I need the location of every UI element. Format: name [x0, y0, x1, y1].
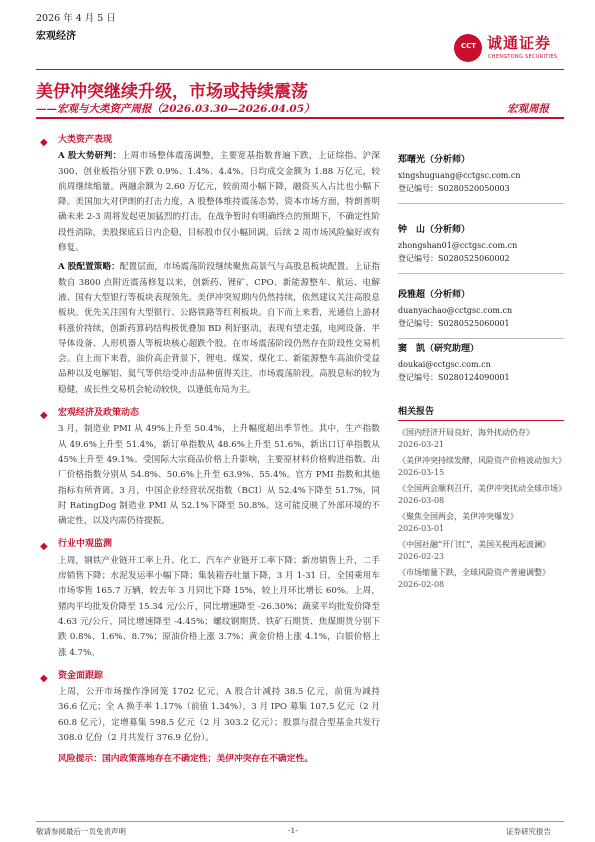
risk-warning: 风险提示：国内政策落地存在不确定性；美伊冲突存在不确定性。	[58, 754, 314, 765]
related-report-item[interactable]: 《聚焦全国两会，美伊冲突爆发》 2026-03-01	[398, 512, 518, 533]
logo-text-en: CHENGTONG SECURITIES	[488, 54, 558, 60]
report-title: 美伊冲突继续升级，市场或持续震荡	[36, 82, 308, 102]
logo-mark-icon: CCT	[454, 34, 482, 62]
analyst-name: 钟 山（分析师）	[398, 225, 471, 235]
analyst-reg: 登记编号：S0280520050003	[398, 184, 510, 193]
related-report-item[interactable]: 《国内经济开局良好，海外扰动仍存》 2026-03-21	[398, 428, 534, 449]
analyst-card	[398, 152, 564, 204]
report-subtitle: ——宏观与大类资产周报（2026.03.30—2026.04.05）	[36, 103, 315, 115]
analyst-card	[398, 287, 564, 339]
analyst-name: 郑曙光（分析师）	[398, 155, 471, 165]
paragraph: A 股大势研判：上周市场整体震荡调整，主要宽基指数普遍下跌，上证综指、沪深 300、创业板指分别下跌 0.9%、1.4%、4.4%。日均成交金额为 1.88 万亿元，较前周继续缩量。两融余额为 2.60 万亿元，较前周小幅下降，融资买入占比也小幅下降。美国加大对伊朗的打击力度，A 股整体维持震荡态势，资本市场方面，特朗普明确未来 2-3 周将发起更加猛烈的打击，在战争暂时有明确终点的预期下，不确定性阶段性消除，美股探底后日内企稳，目标股市仅小幅回调。后续 2 周市场风险偏好或有修复。	[58, 151, 380, 254]
logo-text-cn: 诚通证券	[487, 34, 552, 52]
divider	[398, 203, 564, 204]
analyst-card	[398, 222, 564, 274]
analyst-reg: 登记编号：S0280124090001	[398, 373, 510, 382]
company-logo	[454, 32, 564, 64]
section-heading: ◆ 宏观经济及政策动态	[40, 406, 380, 421]
analyst-reg: 登记编号：S0280525060001	[398, 319, 510, 328]
diamond-bullet-icon: ◆	[40, 410, 48, 422]
report-type: 宏观周报	[507, 103, 549, 115]
analyst-name: 段雅超（分析师）	[398, 290, 471, 300]
paragraph: 上周，公开市场操作净回笼 1702 亿元，A 股合计减持 38.5 亿元，前值为减持 36.6 亿元；全 A 换手率 1.17%（前值 1.34%），3 月 IPO 募集 107.5 亿元（2 月 60.8 亿元），定增募集 598.5 亿元（2 月 303.2 亿元）；股票与混合型基金共发行 308.0 亿份（2 月共发行 376.9 亿份）。	[58, 687, 380, 743]
paragraph: 3 月，制造业 PMI 从 49%上升至 50.4%，上升幅度超出季节性。其中，生产指数从 49.6%上升至 51.4%，新订单指数从 48.6%上升至 51.6%，新出口订单指数从 45%上升至 49.1%。受国际大宗商品价格上升影响，主要原材料价格购进指数、出厂价格指数分别从 54.8%、50.6%上升至 63.9%、55.4%。官方 PMI 指数和其他指标有所背离。3 月，中国企业经营状况指数（BCI）从 52.4%下降至 51.7%，同时 RatingDog 制造业 PMI 从 52.1%下降至 50.8%。这可能反映了外部环境的不确定性，以及内需仍待提振。	[58, 424, 380, 527]
paragraph: 上周，钢铁产业链开工率上升、化工、汽车产业链开工率下降；新房销售上升，二手房销售下降；水泥发运率小幅下降；集装箱吞吐量下降，3 月 1-31 日，全国乘用车市场零售 165.7 万辆，较去年 3 月同比下降 15%，较上月环比增长 60%。上周，猪肉平均批发价降至 15.34 元/公斤，同比增速降至 -26.30%；蔬菜平均批发价降至 4.63 元/公斤，同比增速降至 -4.45%；螺纹钢期货、铁矿石期货、焦煤期货分别下跌 0.8%、1.6%、8.7%；原油价格上涨 3.7%；黄金价格上涨 4.1%，白银价格上涨 4.7%。	[58, 555, 380, 658]
section-heading: ◆ 大类资产表现	[40, 133, 380, 148]
footer-divider	[36, 821, 564, 822]
page-number: -1-	[288, 826, 298, 835]
analyst-card	[398, 341, 564, 384]
paragraph: A 股配置策略：配置层面，市场震荡阶段继续聚焦高景气与高股息板块配置。上证指数自 3800 点附近震荡修复以来，创新药、锂矿、CPO、新能源整车、航运、电解液、国有大型银行等板块表现领先。美伊冲突短期内仍然持续，依然建议关注高股息板块。优先关注国有大型银行、公路铁路等红利板块。自下而上来看，光通信上游材料涨价持续，创新药算码结构极优叠加 BD 利好驱动，表现有望走强，电网设备、半导体设备、人形机器人等板块核心超跌个股。在市场震荡阶段仍然存在阶段性交易机会。自上而下来看，油价高企背景下，锂电、煤炭、煤化工、新能源整车高油价受益品种以及电解铝、氦气等供给受冲击品种值得关注，市场震荡阶段，高股息标的较为稳健，成长性交易机会轮动较快，以逢低布局为主。	[58, 262, 380, 395]
analyst-name: 窦 凯（研究助理）	[398, 344, 480, 354]
header-divider	[36, 69, 564, 70]
analyst-email[interactable]: doukai@cctgsc.com.cn	[398, 360, 491, 369]
section-heading: ◆ 行业中观监测	[40, 537, 380, 552]
divider	[398, 273, 564, 274]
related-reports-title: 相关报告	[398, 404, 564, 421]
main-content	[40, 133, 380, 768]
analyst-email[interactable]: zhongshan01@cctgsc.com.cn	[398, 241, 518, 250]
analyst-email[interactable]: duanyachao@cctgsc.com.cn	[398, 306, 513, 315]
analyst-reg: 登记编号：S0280525060002	[398, 254, 510, 263]
related-report-item[interactable]: 《市场缩量下跌，全球风险资产普遍调整》 2026-02-08	[398, 568, 550, 589]
related-report-item[interactable]: 《中国社融“开门红”，美国关税再起波澜》 2026-02-23	[398, 540, 551, 561]
diamond-bullet-icon: ◆	[40, 137, 48, 148]
footer-disclaimer: 敬请参阅最后一页免责声明	[36, 827, 126, 836]
diamond-bullet-icon: ◆	[40, 541, 48, 553]
divider	[398, 338, 564, 339]
diamond-bullet-icon: ◆	[40, 672, 48, 684]
title-divider	[36, 117, 564, 119]
report-category: 宏观经济	[36, 31, 76, 42]
footer-label: 证券研究报告	[506, 827, 551, 836]
related-reports	[398, 404, 564, 595]
report-date: 2026 年 4 月 5 日	[36, 13, 116, 24]
related-report-item[interactable]: 《全国两会顺利召开，美伊冲突扰动全球市场》 2026-03-08	[398, 484, 566, 505]
section-heading: ◆ 资金面跟踪	[40, 669, 380, 684]
related-report-item[interactable]: 《美伊冲突持续发酵，风险资产价格波动加大》 2026-03-15	[398, 456, 566, 477]
analyst-email[interactable]: xingshuguang@cctgsc.com.cn	[398, 171, 521, 180]
